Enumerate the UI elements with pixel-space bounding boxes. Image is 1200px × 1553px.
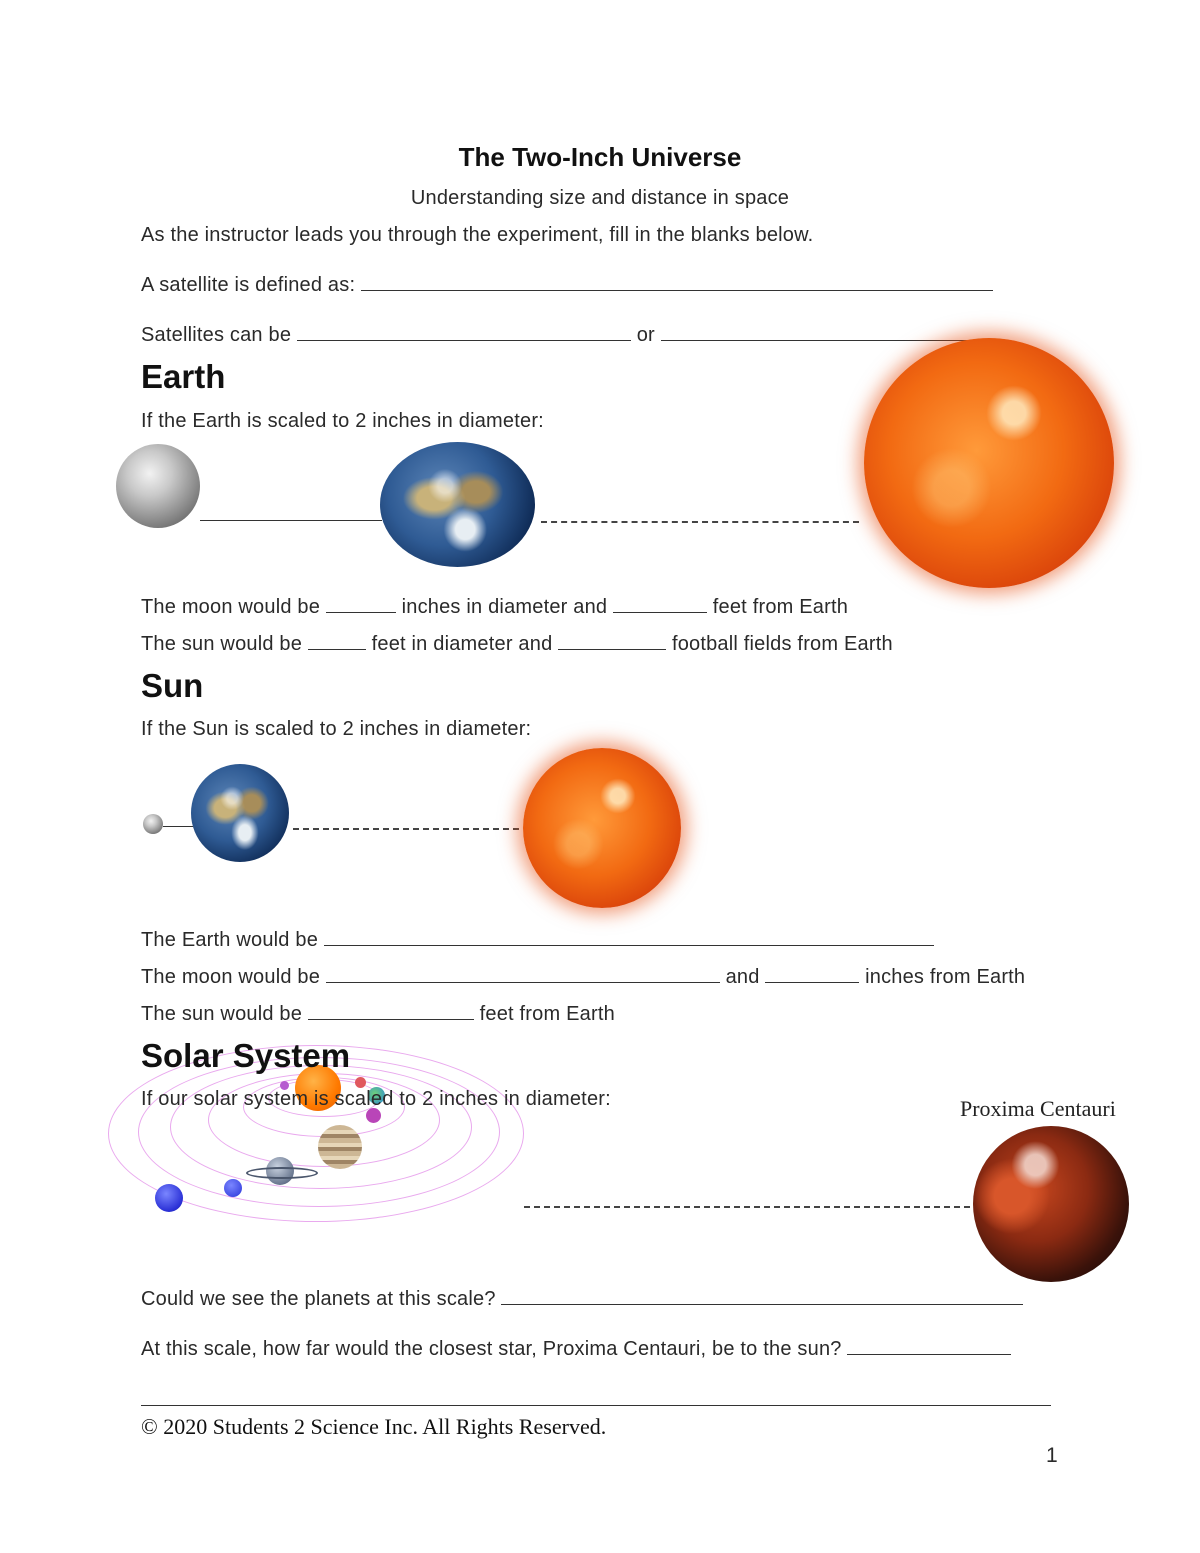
satellite-definition-line xyxy=(141,272,993,297)
neptune-planet xyxy=(155,1184,183,1212)
sun-size-label-a: The sun would be xyxy=(141,633,303,655)
earth-scale-text: If the Earth is scaled to 2 inches in diameter: xyxy=(141,410,544,432)
small-moon-image xyxy=(143,814,163,834)
solar-system-heading: Solar System xyxy=(141,1037,351,1074)
sun-would-be-line xyxy=(141,1001,615,1026)
moon-image xyxy=(116,444,200,528)
proxima-distance-label: At this scale, how far would the closest star, Proxima Centauri, be to the sun? xyxy=(141,1338,842,1360)
sun-diameter-blank[interactable] xyxy=(308,631,366,650)
moon-earth-distance-line xyxy=(200,520,382,521)
page-number: 1 xyxy=(1046,1444,1058,1467)
saturn-ring xyxy=(246,1167,318,1179)
proxima-distance-question xyxy=(141,1336,1011,1361)
planets-visible-label: Could we see the planets at this scale? xyxy=(141,1288,496,1310)
moon-size-label-b: inches in diameter and xyxy=(401,596,608,618)
copyright-text: © 2020 Students 2 Science Inc. All Rights Reserved. xyxy=(141,1414,607,1439)
proxima-centauri-label: Proxima Centauri xyxy=(960,1096,1116,1121)
proxima-answer-line[interactable] xyxy=(141,1405,1051,1406)
satellites-can-be-label: Satellites can be xyxy=(141,324,292,346)
sun-distance-blank[interactable] xyxy=(558,631,666,650)
earth-heading: Earth xyxy=(141,358,226,395)
moon-would-be-label-a: The moon would be xyxy=(141,966,321,988)
satellite-type-blank-1[interactable] xyxy=(297,322,631,341)
planets-visible-question xyxy=(141,1286,1023,1311)
moon-scaled-distance-blank[interactable] xyxy=(765,964,859,983)
satellites-can-be-line xyxy=(141,322,991,347)
sun-size-question xyxy=(141,631,893,656)
sun-scale-text: If the Sun is scaled to 2 inches in diameter: xyxy=(141,718,532,740)
solar-scale-text: If our solar system is scaled to 2 inches in diameter: xyxy=(141,1088,611,1110)
page-title: The Two-Inch Universe xyxy=(458,142,742,172)
small-moon-earth-line xyxy=(163,826,193,827)
jupiter-planet xyxy=(318,1125,362,1169)
sun-image xyxy=(864,338,1114,588)
medium-sun-image xyxy=(523,748,681,908)
proxima-distance-blank[interactable] xyxy=(847,1336,1011,1355)
satellite-type-blank-2[interactable] xyxy=(661,322,991,341)
sun-scaled-distance-blank[interactable] xyxy=(308,1001,474,1020)
earth-would-be-label: The Earth would be xyxy=(141,929,319,951)
small-earth-image xyxy=(191,764,289,862)
instructions-text: As the instructor leads you through the experiment, fill in the blanks below. xyxy=(141,224,814,246)
moon-size-label-a: The moon would be xyxy=(141,596,321,618)
proxima-centauri-image xyxy=(973,1126,1129,1282)
page-subtitle: Understanding size and distance in space xyxy=(410,187,790,209)
moon-size-question xyxy=(141,594,848,619)
earth-scaled-blank[interactable] xyxy=(324,927,934,946)
satellite-definition-blank[interactable] xyxy=(361,272,993,291)
earth-would-be-line xyxy=(141,927,934,952)
moon-distance-blank[interactable] xyxy=(613,594,707,613)
moon-scaled-blank[interactable] xyxy=(326,964,720,983)
moon-would-be-line xyxy=(141,964,1025,989)
sun-size-label-b: feet in diameter and xyxy=(371,633,553,655)
planets-visible-blank[interactable] xyxy=(501,1286,1023,1305)
small-earth-sun-line xyxy=(293,828,519,830)
sun-would-be-label-a: The sun would be xyxy=(141,1003,303,1025)
moon-size-label-c: feet from Earth xyxy=(712,596,849,618)
earth-sun-distance-line xyxy=(541,521,859,523)
earth-image xyxy=(380,442,535,567)
uranus-planet xyxy=(224,1179,242,1197)
or-label: or xyxy=(636,324,655,346)
moon-would-be-label-b: and xyxy=(725,966,760,988)
satellite-definition-label: A satellite is defined as: xyxy=(141,274,356,296)
sun-proxima-distance-line xyxy=(524,1206,970,1208)
moon-would-be-label-c: inches from Earth xyxy=(865,966,1026,988)
sun-size-label-c: football fields from Earth xyxy=(671,633,893,655)
moon-diameter-blank[interactable] xyxy=(326,594,396,613)
sun-would-be-label-b: feet from Earth xyxy=(479,1003,615,1025)
sun-heading: Sun xyxy=(141,667,204,704)
